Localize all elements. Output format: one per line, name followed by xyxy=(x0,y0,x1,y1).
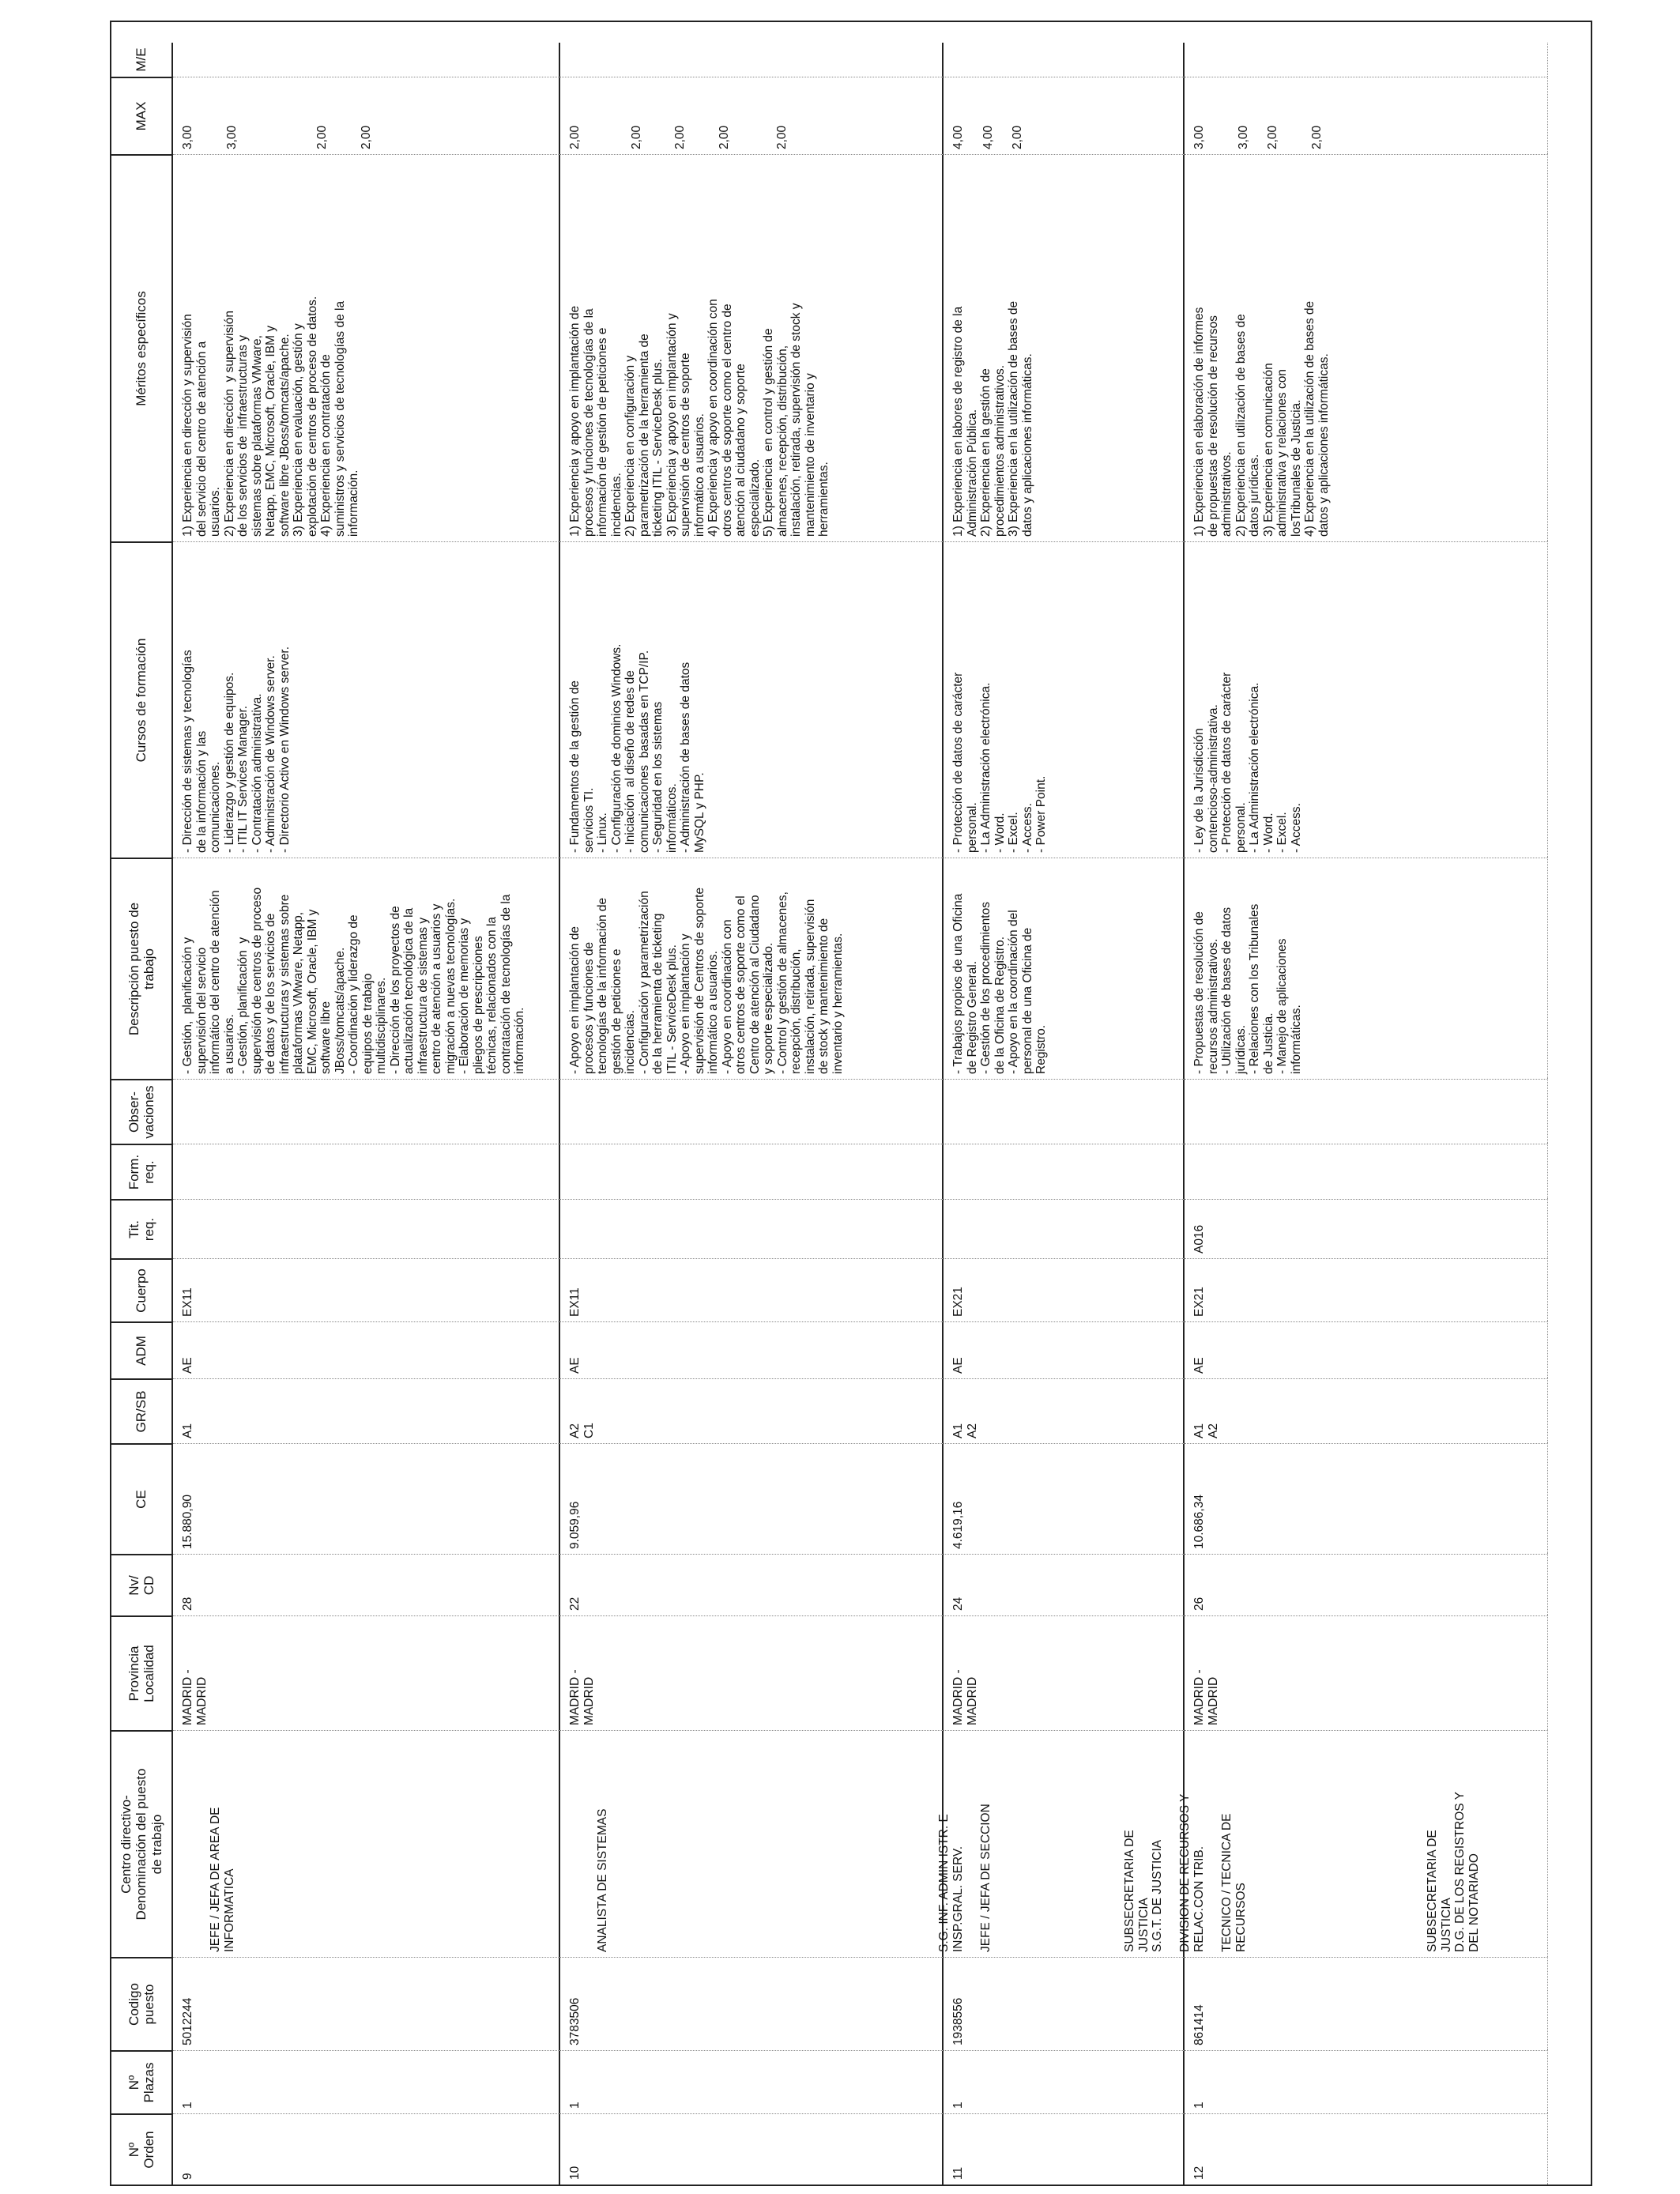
header-descripcion: Descripción puesto de trabajo xyxy=(111,858,173,1079)
header-plazas: Nº Plazas xyxy=(111,2050,173,2113)
cell-provincia: MADRID - MADRID xyxy=(1185,1615,1548,1730)
cell-meritos: 1) Experiencia en elaboración de informes de propuestas de resolución de recursos administrativos. 2) Experiencia en utilización de bases de datos jurídicas. 3) Experiencia en comunicación administrativa y relaciones con losTribunales de Justicia. 4) Experiencia en la utilización de bases de datos y aplicaciones informáticas. xyxy=(1185,154,1548,541)
cell-nv: 24 xyxy=(944,1554,1185,1615)
cell-obs xyxy=(173,1079,560,1144)
cell-max xyxy=(1185,77,1548,154)
cell-tit: A016 xyxy=(1185,1199,1548,1258)
cell-ce: 4.619,16 xyxy=(944,1443,1185,1554)
cell-me xyxy=(1185,43,1548,77)
centro-directivo: SUBSECRETARIA DE JUSTICIA S.G.T. DE JUSTICIA DIVISION DE RECURSOS Y RELAC.CON TRIB. xyxy=(1123,1793,1206,1952)
cell-centro xyxy=(560,1730,965,1957)
cell-codigo: 861414 xyxy=(1185,1957,1548,2050)
cell-ce: 9.059,96 xyxy=(560,1443,944,1554)
cell-ce: 10.686,34 xyxy=(1185,1443,1548,1554)
header-ce: CE xyxy=(111,1443,173,1554)
max-value: 2,00 xyxy=(775,125,789,149)
cell-cursos: - Ley de la Jurisdicción contencioso-administrativa. - Protección de datos de carácter personal. - La Administración electrónica. - Word. - Excel. - Access. xyxy=(1185,541,1548,858)
cell-adm: AE xyxy=(560,1321,944,1378)
cell-orden: 9 xyxy=(173,2113,560,2185)
cell-tit xyxy=(173,1199,560,1258)
cell-me xyxy=(560,43,944,77)
cell-centro xyxy=(173,1730,560,1957)
cell-descripcion: - Propuestas de resolución de recursos administrativos. - Utilización de bases de datos jurídicas. - Relaciones con los Tribunales de Justicia. - Manejo de aplicaciones informáticas. xyxy=(1185,858,1548,1079)
cell-form xyxy=(560,1144,944,1199)
cell-descripcion: - Gestión, planificación y supervisión del servicio informático del centro de atención a usuarios. - Gestión, planificación y supervisión de centros de proceso de datos y de los servicios de infraestructuras y sistemas sobre plataformas VMware, Netapp, EMC, Microsoft, Oracle, IBM y software libre JBoss/tomcats/apache. - Coordinación y liderazgo de equipos de trabajo multidisciplinares. - Dirección de los proyectos de actualización tecnológica de la infraestructura de sistemas y centro de atención a usuarios y migración a nuevas tecnologías. - Elaboración de memorias y pliegos de prescripciones técnicas, relacionados con la contratación de tecnologías de la información. xyxy=(173,858,560,1079)
cell-plazas: 1 xyxy=(173,2050,560,2113)
cell-cursos: - Fundamentos de la gestión de servicios TI. - Linux. - Configuración de dominios Windows. - Iniciación al diseño de redes de comunicaciones basadas en TCP/IP. - Seguridad en los sistemas informáticos. - Administración de bases de datos MySQL y PHP. xyxy=(560,541,944,858)
cell-descripcion: - Apoyo en implantación de procesos y funciones de tecnologías de la información de gestión de peticiones e incidencias. - Configuración y parametrización de la herramienta de ticketing ITIL - ServiceDesk plus. - Apoyo en implantación y supervisión de Centros de soporte informático a usuarios. - Apoyo en coordinación con otros centros de soporte como el Centro de atención al Ciudadano y soporte especializado. - Control y gestión de almacenes, recepción, distribución, instalación, retirada, supervisión de stock y mantenimiento de inventario y herramientas. xyxy=(560,858,944,1079)
cell-nv: 22 xyxy=(560,1554,944,1615)
cell-centro xyxy=(944,1730,1206,1957)
cell-provincia: MADRID - MADRID xyxy=(560,1615,944,1730)
centro-directivo: S.G. INF. ADMIN ISTR. E INSP.GRAL. SERV. xyxy=(937,1814,965,1952)
max-value: 2,00 xyxy=(629,125,643,149)
cell-form xyxy=(173,1144,560,1199)
cell-max xyxy=(944,77,1185,154)
cell-obs xyxy=(944,1079,1185,1144)
header-tit: Tit. req. xyxy=(111,1199,173,1258)
max-value: 3,00 xyxy=(1192,125,1206,149)
cell-cuerpo: EX21 xyxy=(1185,1258,1548,1321)
max-value: 2,00 xyxy=(359,125,373,149)
cell-codigo: 5012244 xyxy=(173,1957,560,2050)
max-value: 2,00 xyxy=(1266,125,1279,149)
header-obs: Obser- vaciones xyxy=(111,1079,173,1144)
cell-cursos: - Dirección de sistemas y tecnologías de la información y las comunicaciones. - Liderazgo y gestión de equipos. - ITIL IT Services Manager. - Contratación administrativa. - Administración de Windows server. - Directorio Activo en Windows server. xyxy=(173,541,560,858)
cell-cursos: - Protección de datos de carácter personal. - La Administración electrónica. - Word. - Excel. - Access. - Power Point. xyxy=(944,541,1185,858)
cell-adm: AE xyxy=(173,1321,560,1378)
header-form: Form. req. xyxy=(111,1144,173,1199)
cell-adm: AE xyxy=(1185,1321,1548,1378)
header-provincia: Provincia Localidad xyxy=(111,1615,173,1730)
cell-orden: 11 xyxy=(944,2113,1185,2185)
cell-max xyxy=(560,77,944,154)
max-value: 2,00 xyxy=(1011,125,1024,149)
max-value: 3,00 xyxy=(1236,125,1250,149)
cell-grsb: A1 A2 xyxy=(1185,1378,1548,1443)
max-value: 2,00 xyxy=(717,125,731,149)
cell-cuerpo: EX11 xyxy=(173,1258,560,1321)
header-adm: ADM xyxy=(111,1321,173,1378)
max-value: 3,00 xyxy=(224,125,239,149)
plazas-table xyxy=(110,21,1592,2186)
cell-orden: 10 xyxy=(560,2113,944,2185)
cell-meritos: 1) Experiencia en labores de registro de la Administración Pública. 2) Experiencia en la gestión de procedimientos administrativos. 3) Experiencia en la utilización de bases de datos y aplicaciones informáticas. xyxy=(944,154,1185,541)
cell-meritos: 1) Experiencia en dirección y supervisión del servicio del centro de atención a usuarios. 2) Experiencia en dirección y supervisión de los servicios de infraestructuras y sistemas sobre plataformas VMware, Netapp, EMC, Microsoft, Oracle, IBM y software libre JBoss/tomcats/apache. 3) Experiencia en evaluación, gestión y explotación de centros de proceso de datos. 4) Experiencia en contratación de suministros y servicios de tecnologías de la información. xyxy=(173,154,560,541)
cell-grsb: A1 xyxy=(173,1378,560,1443)
cell-plazas: 1 xyxy=(944,2050,1185,2113)
max-value: 2,00 xyxy=(315,125,329,149)
cell-tit xyxy=(560,1199,944,1258)
cell-codigo: 3783506 xyxy=(560,1957,944,2050)
cell-orden: 12 xyxy=(1185,2113,1548,2185)
header-meritos: Méritos específicos xyxy=(111,154,173,541)
header-nv: Nv/ CD xyxy=(111,1554,173,1615)
max-value: 4,00 xyxy=(951,125,965,149)
cell-grsb: A1 A2 xyxy=(944,1378,1185,1443)
cell-meritos: 1) Experiencia y apoyo en implantación de procesos y funciones de tecnologías de la información de gestión de peticiones e incidencias. 2) Experiencia en configuración y parametrización de la herramienta de ticketing ITIL - ServiceDesk plus. 3) Experiencia y apoyo en implantación y supervisión de centros de soporte informático a usuarios. 4) Experiencia y apoyo en coordinación con otros centros de soporte como el centro de atención al ciudadano y soporte especializado. 5) Experiencia en control y gestión de almacenes, recepción, distribución, instalación, retirada, supervisión de stock y mantenimiento de inventario y herramientas. xyxy=(560,154,944,541)
cell-max xyxy=(173,77,560,154)
cell-codigo: 1938556 xyxy=(944,1957,1185,2050)
cell-cuerpo: EX21 xyxy=(944,1258,1185,1321)
cell-form xyxy=(1185,1144,1548,1199)
cell-grsb: A2 C1 xyxy=(560,1378,944,1443)
header-grsb: GR/SB xyxy=(111,1378,173,1443)
header-me: M/E xyxy=(111,43,173,77)
cell-plazas: 1 xyxy=(560,2050,944,2113)
centro-directivo: SUBSECRETARIA DE JUSTICIA D.G. DE LOS REGISTROS Y DEL NOTARIADO xyxy=(1426,1792,1481,1952)
cell-me xyxy=(173,43,560,77)
cell-ce: 15.880,90 xyxy=(173,1443,560,1554)
header-centro: Centro directivo- Denominación del puesto de trabajo xyxy=(111,1730,173,1957)
denominacion: JEFE / JEFA DE SECCION xyxy=(979,1804,993,1952)
denominacion: JEFE / JEFA DE AREA DE INFORMATICA xyxy=(209,1807,236,1952)
cell-provincia: MADRID - MADRID xyxy=(944,1615,1185,1730)
cell-descripcion: - Trabajos propios de una Oficina de Registro General. - Gestión de los procedimientos de la Oficina de Registro. - Apoyo en la coordinación del personal de una Oficina de Registro. xyxy=(944,858,1185,1079)
max-value: 3,00 xyxy=(181,125,194,149)
denominacion: TECNICO / TECNICA DE RECURSOS xyxy=(1220,1813,1248,1952)
cell-tit xyxy=(944,1199,1185,1258)
cell-nv: 28 xyxy=(173,1554,560,1615)
denominacion: ANALISTA DE SISTEMAS xyxy=(596,1808,609,1952)
cell-adm: AE xyxy=(944,1321,1185,1378)
cell-obs xyxy=(560,1079,944,1144)
header-codigo: Codigo puesto xyxy=(111,1957,173,2050)
cell-provincia: MADRID - MADRID xyxy=(173,1615,560,1730)
cell-centro xyxy=(1185,1730,1548,1957)
max-value: 2,00 xyxy=(568,125,582,149)
header-orden: Nº Orden xyxy=(111,2113,173,2185)
header-max: MAX xyxy=(111,77,173,154)
max-value: 2,00 xyxy=(673,125,687,149)
cell-nv: 26 xyxy=(1185,1554,1548,1615)
cell-obs xyxy=(1185,1079,1548,1144)
cell-me xyxy=(944,43,1185,77)
max-value: 4,00 xyxy=(981,125,995,149)
max-value: 2,00 xyxy=(1309,125,1324,149)
cell-plazas: 1 xyxy=(1185,2050,1548,2113)
cell-cuerpo: EX11 xyxy=(560,1258,944,1321)
header-cursos: Cursos de formación xyxy=(111,541,173,858)
header-cuerpo: Cuerpo xyxy=(111,1258,173,1321)
cell-form xyxy=(944,1144,1185,1199)
